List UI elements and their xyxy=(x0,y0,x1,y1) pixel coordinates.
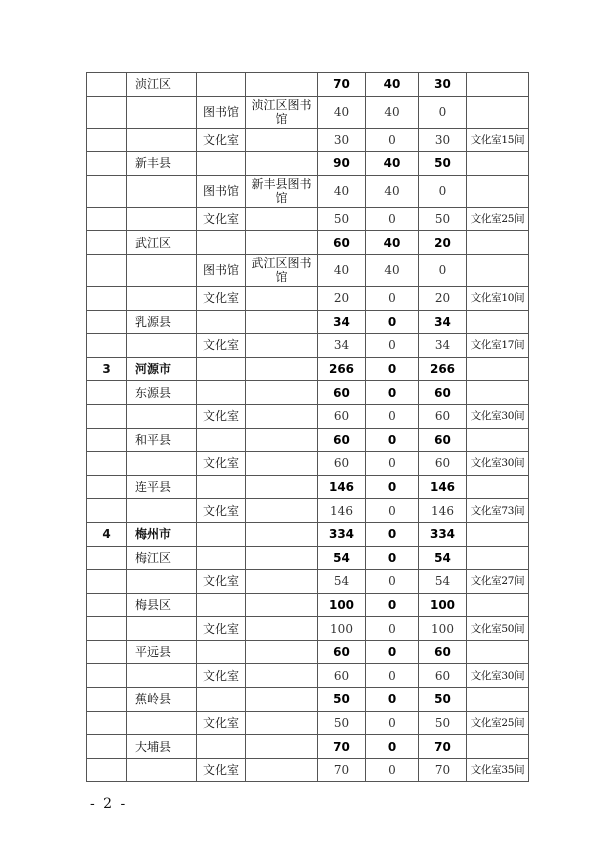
local-fund-cell: 34 xyxy=(419,310,467,334)
total-cell: 30 xyxy=(318,128,366,152)
category-cell xyxy=(197,546,246,570)
seq-cell xyxy=(87,688,127,712)
table-row xyxy=(87,207,529,231)
region-cell xyxy=(127,334,197,358)
unit-cell: 新丰县图书馆 xyxy=(246,175,318,207)
note-cell xyxy=(467,428,529,452)
central-fund-cell: 0 xyxy=(366,475,419,499)
category-cell xyxy=(197,428,246,452)
unit-cell xyxy=(246,546,318,570)
local-fund-cell: 20 xyxy=(419,231,467,255)
region-cell xyxy=(127,570,197,594)
table-row xyxy=(87,522,529,546)
local-fund-cell: 50 xyxy=(419,688,467,712)
total-cell: 146 xyxy=(318,499,366,523)
note-cell xyxy=(467,175,529,207)
category-cell: 文化室 xyxy=(197,617,246,641)
local-fund-cell: 100 xyxy=(419,617,467,641)
central-fund-cell: 0 xyxy=(366,334,419,358)
note-cell xyxy=(467,546,529,570)
note-cell xyxy=(467,96,529,128)
central-fund-cell: 40 xyxy=(366,152,419,176)
seq-cell xyxy=(87,404,127,428)
category-cell: 文化室 xyxy=(197,664,246,688)
total-cell: 334 xyxy=(318,522,366,546)
table-row xyxy=(87,664,529,688)
category-cell xyxy=(197,593,246,617)
note-cell xyxy=(467,688,529,712)
seq-cell xyxy=(87,381,127,405)
seq-cell xyxy=(87,758,127,782)
table-row xyxy=(87,617,529,641)
total-cell: 60 xyxy=(318,381,366,405)
total-cell: 70 xyxy=(318,758,366,782)
unit-cell xyxy=(246,711,318,735)
region-cell: 浈江区 xyxy=(127,73,197,97)
central-fund-cell: 0 xyxy=(366,128,419,152)
category-cell: 文化室 xyxy=(197,499,246,523)
central-fund-cell: 0 xyxy=(366,711,419,735)
unit-cell xyxy=(246,499,318,523)
seq-cell xyxy=(87,286,127,310)
central-fund-cell: 40 xyxy=(366,254,419,286)
total-cell: 34 xyxy=(318,310,366,334)
note-cell xyxy=(467,475,529,499)
unit-cell xyxy=(246,128,318,152)
note-cell: 文化室25间 xyxy=(467,711,529,735)
central-fund-cell: 0 xyxy=(366,758,419,782)
category-cell: 文化室 xyxy=(197,286,246,310)
total-cell: 60 xyxy=(318,404,366,428)
seq-cell xyxy=(87,152,127,176)
unit-cell xyxy=(246,758,318,782)
central-fund-cell: 0 xyxy=(366,570,419,594)
seq-cell xyxy=(87,664,127,688)
local-fund-cell: 30 xyxy=(419,128,467,152)
category-cell xyxy=(197,735,246,759)
table-row xyxy=(87,758,529,782)
note-cell xyxy=(467,357,529,381)
total-cell: 100 xyxy=(318,593,366,617)
unit-cell xyxy=(246,664,318,688)
total-cell: 20 xyxy=(318,286,366,310)
category-cell: 文化室 xyxy=(197,758,246,782)
seq-cell xyxy=(87,128,127,152)
note-cell xyxy=(467,593,529,617)
total-cell: 70 xyxy=(318,735,366,759)
seq-cell xyxy=(87,96,127,128)
local-fund-cell: 60 xyxy=(419,640,467,664)
table-row xyxy=(87,231,529,255)
seq-cell xyxy=(87,499,127,523)
unit-cell xyxy=(246,207,318,231)
page-number: - 2 - xyxy=(90,796,128,812)
table-row xyxy=(87,593,529,617)
unit-cell xyxy=(246,428,318,452)
region-cell xyxy=(127,96,197,128)
table-row xyxy=(87,546,529,570)
unit-cell xyxy=(246,334,318,358)
central-fund-cell: 0 xyxy=(366,546,419,570)
category-cell xyxy=(197,640,246,664)
region-cell: 梅县区 xyxy=(127,593,197,617)
central-fund-cell: 0 xyxy=(366,357,419,381)
central-fund-cell: 0 xyxy=(366,735,419,759)
region-cell xyxy=(127,499,197,523)
note-cell: 文化室30间 xyxy=(467,452,529,476)
seq-cell xyxy=(87,231,127,255)
table-row xyxy=(87,96,529,128)
local-fund-cell: 54 xyxy=(419,570,467,594)
category-cell xyxy=(197,152,246,176)
local-fund-cell: 146 xyxy=(419,499,467,523)
local-fund-cell: 146 xyxy=(419,475,467,499)
seq-cell: 4 xyxy=(87,522,127,546)
central-fund-cell: 0 xyxy=(366,207,419,231)
total-cell: 60 xyxy=(318,664,366,688)
total-cell: 70 xyxy=(318,73,366,97)
seq-cell xyxy=(87,593,127,617)
category-cell: 图书馆 xyxy=(197,254,246,286)
note-cell xyxy=(467,381,529,405)
local-fund-cell: 30 xyxy=(419,73,467,97)
region-cell: 武江区 xyxy=(127,231,197,255)
table-row xyxy=(87,73,529,97)
note-cell xyxy=(467,640,529,664)
table-row xyxy=(87,310,529,334)
seq-cell xyxy=(87,735,127,759)
local-fund-cell: 0 xyxy=(419,254,467,286)
seq-cell xyxy=(87,207,127,231)
local-fund-cell: 60 xyxy=(419,381,467,405)
note-cell: 文化室30间 xyxy=(467,664,529,688)
central-fund-cell: 0 xyxy=(366,593,419,617)
total-cell: 60 xyxy=(318,428,366,452)
category-cell: 文化室 xyxy=(197,452,246,476)
total-cell: 60 xyxy=(318,231,366,255)
local-fund-cell: 334 xyxy=(419,522,467,546)
region-cell xyxy=(127,452,197,476)
region-cell xyxy=(127,254,197,286)
region-cell xyxy=(127,617,197,641)
region-cell xyxy=(127,128,197,152)
central-fund-cell: 0 xyxy=(366,688,419,712)
note-cell: 文化室30间 xyxy=(467,404,529,428)
central-fund-cell: 40 xyxy=(366,175,419,207)
central-fund-cell: 40 xyxy=(366,231,419,255)
unit-cell xyxy=(246,617,318,641)
note-cell: 文化室17间 xyxy=(467,334,529,358)
category-cell: 图书馆 xyxy=(197,96,246,128)
category-cell: 文化室 xyxy=(197,711,246,735)
local-fund-cell: 50 xyxy=(419,711,467,735)
note-cell xyxy=(467,310,529,334)
unit-cell xyxy=(246,452,318,476)
table-row xyxy=(87,175,529,207)
local-fund-cell: 70 xyxy=(419,735,467,759)
local-fund-cell: 54 xyxy=(419,546,467,570)
category-cell xyxy=(197,310,246,334)
total-cell: 54 xyxy=(318,546,366,570)
region-cell: 河源市 xyxy=(127,357,197,381)
note-cell: 文化室15间 xyxy=(467,128,529,152)
total-cell: 34 xyxy=(318,334,366,358)
table-row xyxy=(87,254,529,286)
category-cell xyxy=(197,688,246,712)
unit-cell xyxy=(246,404,318,428)
category-cell xyxy=(197,73,246,97)
local-fund-cell: 60 xyxy=(419,428,467,452)
seq-cell xyxy=(87,334,127,358)
unit-cell xyxy=(246,231,318,255)
unit-cell xyxy=(246,640,318,664)
note-cell xyxy=(467,152,529,176)
region-cell: 蕉岭县 xyxy=(127,688,197,712)
local-fund-cell: 0 xyxy=(419,175,467,207)
unit-cell xyxy=(246,357,318,381)
table-row xyxy=(87,452,529,476)
unit-cell xyxy=(246,735,318,759)
category-cell: 文化室 xyxy=(197,334,246,358)
category-cell xyxy=(197,522,246,546)
table-row xyxy=(87,570,529,594)
unit-cell xyxy=(246,152,318,176)
table-row xyxy=(87,428,529,452)
region-cell: 连平县 xyxy=(127,475,197,499)
region-cell: 大埔县 xyxy=(127,735,197,759)
total-cell: 50 xyxy=(318,207,366,231)
unit-cell xyxy=(246,593,318,617)
table-row xyxy=(87,499,529,523)
seq-cell xyxy=(87,617,127,641)
seq-cell xyxy=(87,711,127,735)
seq-cell xyxy=(87,73,127,97)
central-fund-cell: 0 xyxy=(366,499,419,523)
table-row xyxy=(87,357,529,381)
central-fund-cell: 0 xyxy=(366,640,419,664)
unit-cell: 浈江区图书馆 xyxy=(246,96,318,128)
region-cell xyxy=(127,175,197,207)
total-cell: 50 xyxy=(318,688,366,712)
note-cell xyxy=(467,735,529,759)
central-fund-cell: 0 xyxy=(366,404,419,428)
local-fund-cell: 20 xyxy=(419,286,467,310)
table-row xyxy=(87,688,529,712)
region-cell: 和平县 xyxy=(127,428,197,452)
note-cell xyxy=(467,231,529,255)
total-cell: 60 xyxy=(318,640,366,664)
central-fund-cell: 0 xyxy=(366,286,419,310)
region-cell: 乳源县 xyxy=(127,310,197,334)
unit-cell: 武江区图书馆 xyxy=(246,254,318,286)
unit-cell xyxy=(246,522,318,546)
central-fund-cell: 0 xyxy=(366,617,419,641)
seq-cell: 3 xyxy=(87,357,127,381)
local-fund-cell: 70 xyxy=(419,758,467,782)
unit-cell xyxy=(246,688,318,712)
table-row xyxy=(87,735,529,759)
total-cell: 50 xyxy=(318,711,366,735)
unit-cell xyxy=(246,381,318,405)
note-cell: 文化室25间 xyxy=(467,207,529,231)
seq-cell xyxy=(87,254,127,286)
local-fund-cell: 34 xyxy=(419,334,467,358)
table-row xyxy=(87,334,529,358)
total-cell: 40 xyxy=(318,175,366,207)
category-cell: 文化室 xyxy=(197,207,246,231)
central-fund-cell: 40 xyxy=(366,73,419,97)
note-cell: 文化室27间 xyxy=(467,570,529,594)
category-cell xyxy=(197,357,246,381)
region-cell xyxy=(127,664,197,688)
region-cell xyxy=(127,404,197,428)
local-fund-cell: 60 xyxy=(419,664,467,688)
central-fund-cell: 0 xyxy=(366,310,419,334)
total-cell: 40 xyxy=(318,254,366,286)
seq-cell xyxy=(87,546,127,570)
central-fund-cell: 0 xyxy=(366,664,419,688)
total-cell: 90 xyxy=(318,152,366,176)
central-fund-cell: 0 xyxy=(366,381,419,405)
seq-cell xyxy=(87,570,127,594)
region-cell: 平远县 xyxy=(127,640,197,664)
note-cell xyxy=(467,254,529,286)
category-cell xyxy=(197,475,246,499)
table-row xyxy=(87,475,529,499)
note-cell: 文化室35间 xyxy=(467,758,529,782)
table-row xyxy=(87,640,529,664)
table-row xyxy=(87,381,529,405)
seq-cell xyxy=(87,428,127,452)
table-row xyxy=(87,152,529,176)
total-cell: 146 xyxy=(318,475,366,499)
note-cell xyxy=(467,73,529,97)
funding-table xyxy=(86,72,529,782)
central-fund-cell: 0 xyxy=(366,452,419,476)
note-cell xyxy=(467,522,529,546)
note-cell: 文化室50间 xyxy=(467,617,529,641)
central-fund-cell: 40 xyxy=(366,96,419,128)
local-fund-cell: 266 xyxy=(419,357,467,381)
total-cell: 54 xyxy=(318,570,366,594)
central-fund-cell: 0 xyxy=(366,522,419,546)
seq-cell xyxy=(87,640,127,664)
category-cell xyxy=(197,231,246,255)
seq-cell xyxy=(87,475,127,499)
region-cell xyxy=(127,207,197,231)
region-cell: 东源县 xyxy=(127,381,197,405)
region-cell: 梅州市 xyxy=(127,522,197,546)
table-row xyxy=(87,128,529,152)
local-fund-cell: 60 xyxy=(419,452,467,476)
unit-cell xyxy=(246,73,318,97)
central-fund-cell: 0 xyxy=(366,428,419,452)
unit-cell xyxy=(246,475,318,499)
region-cell: 新丰县 xyxy=(127,152,197,176)
seq-cell xyxy=(87,310,127,334)
category-cell: 图书馆 xyxy=(197,175,246,207)
region-cell xyxy=(127,711,197,735)
total-cell: 100 xyxy=(318,617,366,641)
local-fund-cell: 50 xyxy=(419,207,467,231)
total-cell: 60 xyxy=(318,452,366,476)
category-cell xyxy=(197,381,246,405)
local-fund-cell: 50 xyxy=(419,152,467,176)
unit-cell xyxy=(246,310,318,334)
table-row xyxy=(87,286,529,310)
seq-cell xyxy=(87,452,127,476)
local-fund-cell: 60 xyxy=(419,404,467,428)
note-cell: 文化室73间 xyxy=(467,499,529,523)
region-cell xyxy=(127,758,197,782)
note-cell: 文化室10间 xyxy=(467,286,529,310)
seq-cell xyxy=(87,175,127,207)
region-cell: 梅江区 xyxy=(127,546,197,570)
table-row xyxy=(87,404,529,428)
local-fund-cell: 0 xyxy=(419,96,467,128)
table-row xyxy=(87,711,529,735)
category-cell: 文化室 xyxy=(197,128,246,152)
unit-cell xyxy=(246,570,318,594)
unit-cell xyxy=(246,286,318,310)
category-cell: 文化室 xyxy=(197,404,246,428)
total-cell: 40 xyxy=(318,96,366,128)
category-cell: 文化室 xyxy=(197,570,246,594)
local-fund-cell: 100 xyxy=(419,593,467,617)
total-cell: 266 xyxy=(318,357,366,381)
region-cell xyxy=(127,286,197,310)
